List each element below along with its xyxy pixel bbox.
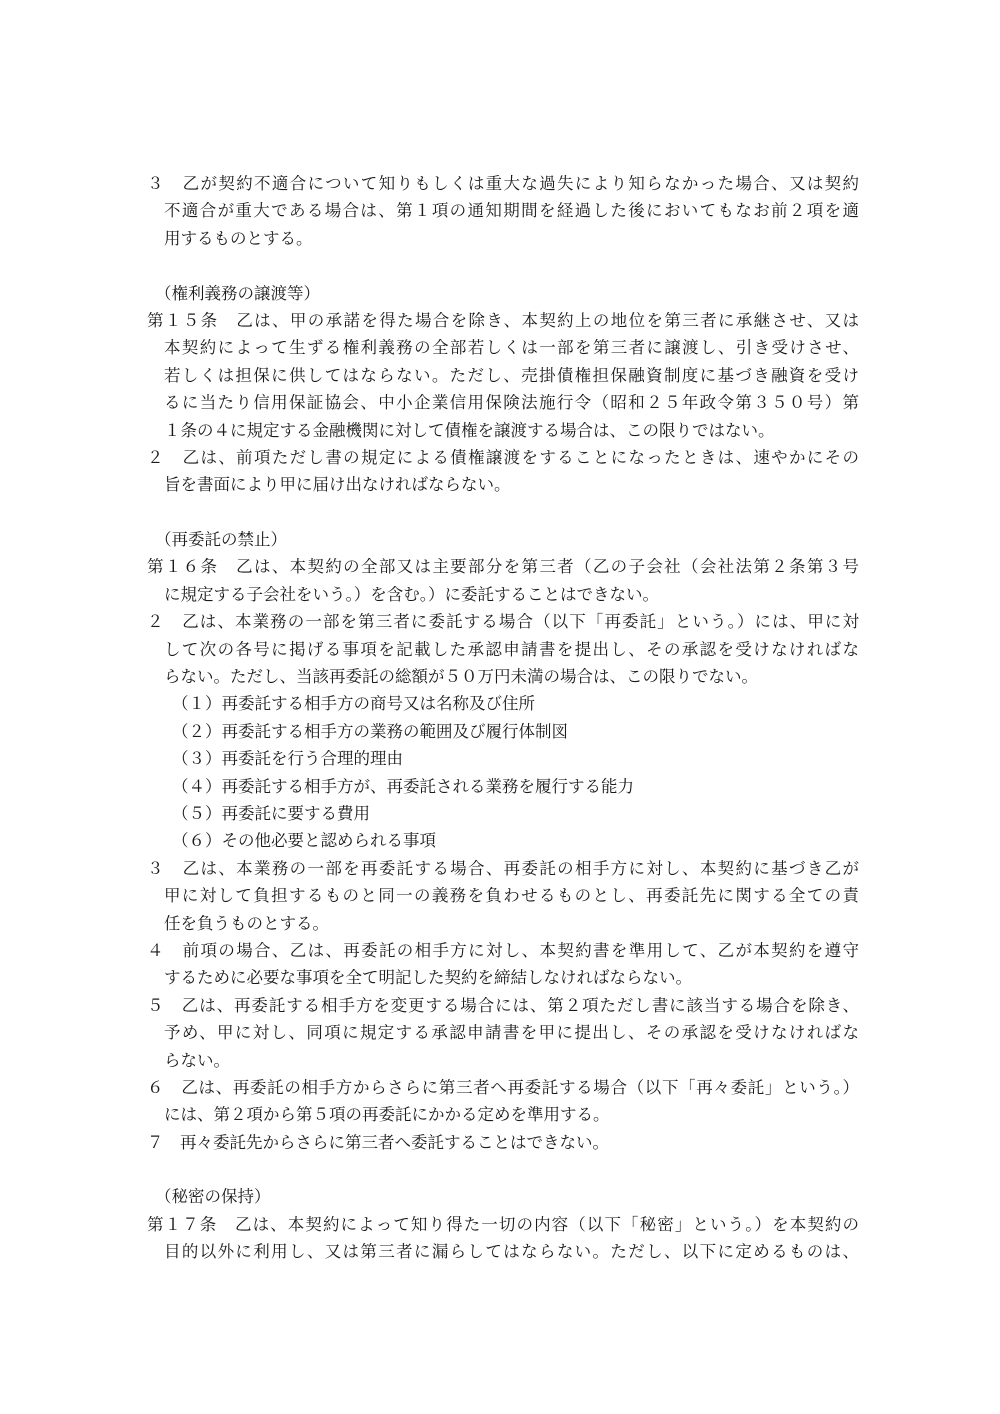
paragraph-line: 第１７条 乙は、本契約によって知り得た一切の内容（以下「秘密」という。）を本契約の xyxy=(147,1214,859,1234)
paragraph-line: ２ 乙は、前項ただし書の規定による債権譲渡をすることになったときは、速やかにその xyxy=(147,447,859,467)
article-heading: （権利義務の譲渡等） xyxy=(155,283,320,303)
list-item: （２）再委託する相手方の業務の範囲及び履行体制図 xyxy=(172,721,568,741)
paragraph-line: 不適合が重大である場合は、第１項の通知期間を経過した後においてもなお前２項を適 xyxy=(164,201,859,221)
paragraph-line: ６ 乙は、再委託の相手方からさらに第三者へ再委託する場合（以下「再々委託」という。） xyxy=(147,1077,859,1097)
paragraph-line: には、第２項から第５項の再委託にかかる定めを準用する。 xyxy=(164,1105,610,1125)
document-page xyxy=(147,170,859,1266)
paragraph-line: 第１５条 乙は、甲の承諾を得た場合を除き、本契約上の地位を第三者に承継させ、又は xyxy=(147,310,859,330)
list-item: （１）再委託する相手方の商号又は名称及び住所 xyxy=(172,694,535,714)
paragraph-line: ４ 前項の場合、乙は、再委託の相手方に対し、本契約書を準用して、乙が本契約を遵守 xyxy=(147,940,859,960)
paragraph-line: 第１６条 乙は、本契約の全部又は主要部分を第三者（乙の子会社（会社法第２条第３号 xyxy=(147,557,859,577)
paragraph-line: るに当たり信用保証協会、中小企業信用保険法施行令（昭和２５年政令第３５０号）第 xyxy=(164,393,859,413)
paragraph-line: 若しくは担保に供してはならない。ただし、売掛債権担保融資制度に基づき融資を受け xyxy=(164,365,859,385)
list-item: （６）その他必要と認められる事項 xyxy=(172,831,436,851)
paragraph-line: らない。 xyxy=(164,1050,230,1070)
paragraph-line: ２ 乙は、本業務の一部を第三者に委託する場合（以下「再委託」という。）には、甲に対 xyxy=(147,612,859,632)
paragraph-line: ３ 乙が契約不適合について知りもしくは重大な過失により知らなかった場合、又は契約 xyxy=(147,174,859,193)
paragraph-line: ７ 再々委託先からさらに第三者へ委託することはできない。 xyxy=(147,1132,609,1152)
paragraph-line: 任を負うものとする。 xyxy=(164,913,329,933)
paragraph-line: 用するものとする。 xyxy=(164,228,313,248)
blank-line xyxy=(147,252,859,279)
article-heading: （再委託の禁止） xyxy=(155,530,287,550)
paragraph-line: らない。ただし、当該再委託の総額が５０万円未満の場合は、この限りでない。 xyxy=(164,667,758,687)
blank-line xyxy=(147,499,859,526)
paragraph-line: に規定する子会社をいう。）を含む。）に委託することはできない。 xyxy=(164,584,659,604)
paragraph-line: 旨を書面により甲に届け出なければならない。 xyxy=(164,475,511,495)
blank-line xyxy=(147,1156,859,1183)
paragraph-line: １条の４に規定する金融機関に対して債権を譲渡する場合は、この限りではない。 xyxy=(164,420,775,440)
article-heading: （秘密の保持） xyxy=(155,1187,271,1207)
paragraph-line: して次の各号に掲げる事項を記載した承認申請書を提出し、その承認を受けなければな xyxy=(164,639,859,659)
paragraph-line: 甲に対して負担するものと同一の義務を負わせるものとし、再委託先に関する全ての責 xyxy=(164,886,859,906)
list-item: （４）再委託する相手方が、再委託される業務を履行する能力 xyxy=(172,776,634,796)
paragraph-line: するために必要な事項を全て明記した契約を締結しなければならない。 xyxy=(164,968,692,988)
paragraph-line: 目的以外に利用し、又は第三者に漏らしてはならない。ただし、以下に定めるものは、 xyxy=(164,1242,859,1262)
paragraph-line: 本契約によって生ずる権利義務の全部若しくは一部を第三者に譲渡し、引き受けさせ、 xyxy=(164,338,859,358)
list-item: （３）再委託を行う合理的理由 xyxy=(172,749,403,769)
paragraph-line: ３ 乙は、本業務の一部を再委託する場合、再委託の相手方に対し、本契約に基づき乙が xyxy=(147,858,859,878)
paragraph-line: ５ 乙は、再委託する相手方を変更する場合には、第２項ただし書に該当する場合を除き、 xyxy=(147,995,859,1015)
paragraph-line: 予め、甲に対し、同項に規定する承認申請書を甲に提出し、その承認を受けなければな xyxy=(164,1023,859,1043)
list-item: （５）再委託に要する費用 xyxy=(172,803,370,823)
